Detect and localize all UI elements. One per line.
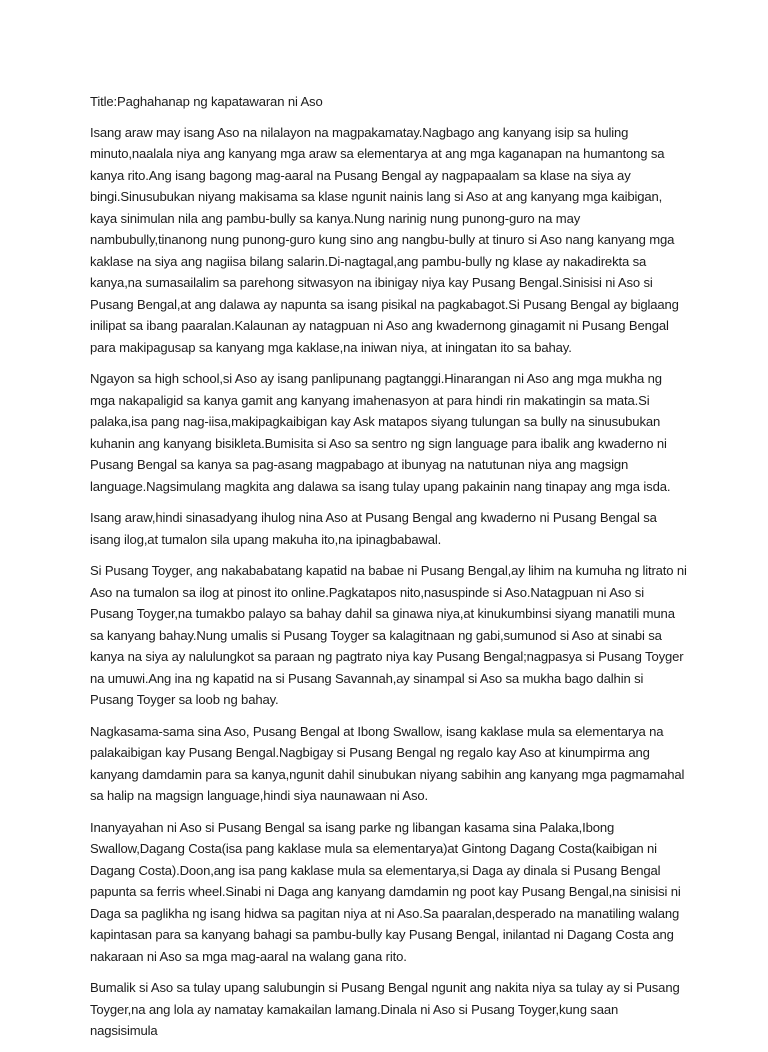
paragraph-7: Bumalik si Aso sa tulay upang salubungin si Pusang Bengal ngunit ang nakita niya sa tulay ay si Pusang Toyger,na ang lola ay namatay kamakailan lamang.Dinala ni Aso si Pusang Toyger,kung saan nagsisimula	[90, 980, 680, 1038]
paragraph-2: Ngayon sa high school,si Aso ay isang panlipunang pagtanggi.Hinarangan ni Aso ang mga mukha ng mga nakapaligid sa kanya gamit ang kanyang imahenasyon at para hindi rin makatingin sa mata.Si palaka,isa pang nag-iisa,makipagkaibigan kay Ask matapos siyang tulungan sa bully na sinusubukan kuhanin ang kanyang bisikleta.Bumisita si Aso sa sentro ng sign language para ibalik ang kwaderno ni Pusang Bengal sa kanya sa pag-asang magpabago at ibunyag na natutunan niya ang magsign language.Nagsimulang magkita ang dalawa sa isang tulay upang pakainin nang tinapay ang mga isda.	[90, 371, 671, 494]
paragraph-3: Isang araw,hindi sinasadyang ihulog nina Aso at Pusang Bengal ang kwaderno ni Pusang Bengal sa isang ilog,at tumalon sila upang makuha ito,na ipinagbabawal.	[90, 510, 657, 547]
paragraph-6: Inanyayahan ni Aso si Pusang Bengal sa isang parke ng libangan kasama sina Palaka,Ibong Swallow,Dagang Costa(isa pang kaklase mula sa elementarya)at Gintong Dagang Costa(kaibigan ni Dagang Costa).Doon,ang isa pang kaklase mula sa elementarya,si Daga ay dinala si Pusang Bengal papunta sa ferris wheel.Sinabi ni Daga ang kanyang damdamin ng poot kay Pusang Bengal,na sinisisi ni Daga sa paglikha ng isang hidwa sa pagitan niya at ni Aso.Sa paaralan,desperado na manatiling walang kapintasan para sa kanyang bahagi sa pambu-bully kay Pusang Bengal, inilantad ni Dagang Costa ang nakaraan ni Aso sa mga mag-aaral na walang gana rito.	[90, 819, 681, 964]
paragraph-4: Si Pusang Toyger, ang nakababatang kapatid na babae ni Pusang Bengal,ay lihim na kumuha ng litrato ni Aso na tumalon sa ilog at pinost ito online.Pagkatapos nito,nasuspinde si Aso.Natagpuan ni Aso si Pusang Toyger,na tumakbo palayo sa bahay dahil sa ginawa niya,at kinukumbinsi siyang manatili muna sa kanyang bahay.Nung umalis si Pusang Toyger sa kalagitnaan ng gabi,sumunod si Aso at sinabi sa kanya na siya ay nalulungkot sa paraan ng pagtrato niya kay Pusang Bengal;nagpasya si Pusang Toyger na umuwi.Ang ina ng kapatid na si Pusang Savannah,ay sinampal si Aso sa mukha bago dalhin si Pusang Toyger sa loob ng bahay.	[90, 563, 687, 707]
paragraph-5: Nagkasama-sama sina Aso, Pusang Bengal at Ibong Swallow, isang kaklase mula sa elementarya na palakaibigan kay Pusang Bengal.Nagbigay si Pusang Bengal ng regalo kay Aso at kinumpirma ang kanyang damdamin para sa kanya,ngunit dahil sinubukan niyang sabihin ang kanyang mga pagmamahal sa halip na magsign language,hindi siya naunawaan ni Aso.	[90, 723, 685, 803]
document-body	[90, 91, 688, 1052]
document-title: Title:Paghahanap ng kapatawaran ni Aso	[90, 94, 323, 109]
paragraph-1: Isang araw may isang Aso na nilalayon na magpakamatay.Nagbago ang kanyang isip sa huling minuto,naalala niya ang kanyang mga araw sa elementarya at ang mga kaganapan na humantong sa kanya rito.Ang isang bagong mag-aaral na Pusang Bengal ay nagpapaalam sa klase na siya ay bingi.Sinusubukan niyang makisama sa klase ngunit nainis lang si Aso at ang kanyang mga kaibigan, kaya sinimulan nila ang pambu-bully sa kanya.Nung narinig nung punong-guro na may nambubully,tinanong nung punong-guro kung sino ang nangbu-bully at tinuro si Aso nang kanyang mga kaklase na siya ang nagiisa bilang salarin.Di-nagtagal,ang pambu-bully ng klase ay nakadirekta sa kanya,na sumasailalim sa parehong sitwasyon na ibinigay niya kay Pusang Bengal.Sinisisi ni Aso si Pusang Bengal,at ang dalawa ay napunta sa isang pisikal na pagkabagot.Si Pusang Bengal ay biglaang inilipat sa ibang paaralan.Kalaunan ay natagpuan ni Aso ang kwadernong ginagamit ni Pusang Bengal para makipagusap sa kanyang mga kaklase,na iniwan niya, at iningatan ito sa bahay.	[90, 124, 679, 355]
